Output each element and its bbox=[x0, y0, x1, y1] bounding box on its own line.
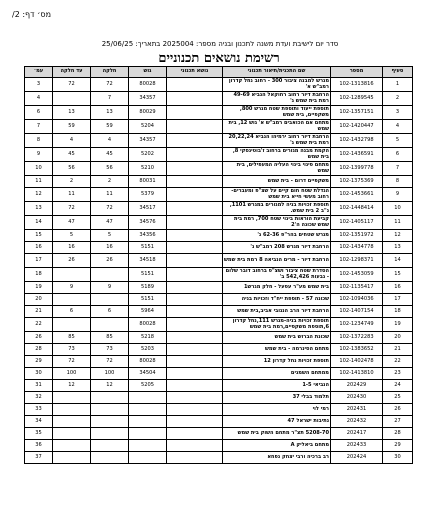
row-page: 8 bbox=[25, 134, 53, 148]
row-parcel: 72 bbox=[53, 356, 91, 368]
row-block: 12 bbox=[91, 380, 129, 392]
row-plan-number: 102-1407154 bbox=[331, 306, 383, 318]
table-row bbox=[25, 242, 413, 254]
row-plan-name: רמי לוי bbox=[223, 404, 331, 416]
row-block: 100 bbox=[91, 368, 129, 380]
column-header-item: סעיף bbox=[383, 67, 413, 78]
table-row bbox=[25, 120, 413, 134]
row-gush: 80029 bbox=[129, 106, 167, 120]
row-plan-name: ממתחם השמנים bbox=[223, 368, 331, 380]
row-page: 14 bbox=[25, 216, 53, 230]
row-parcel: 85 bbox=[53, 332, 91, 344]
row-plan-name: הרחבת דיור - מרים הנביאה 8 רמת בית שמש bbox=[223, 254, 331, 268]
row-parcel: 9 bbox=[53, 282, 91, 294]
row-subject bbox=[167, 282, 223, 294]
row-block bbox=[91, 268, 129, 282]
row-gush: 5151 bbox=[129, 294, 167, 306]
row-block: 72 bbox=[91, 202, 129, 216]
row-plan-name: שכונת הברוש בית שמש bbox=[223, 332, 331, 344]
row-item-number: 21 bbox=[383, 344, 413, 356]
row-plan-name: בית שמש מע"ר עפעל - חלק מגרש1 bbox=[223, 282, 331, 294]
row-plan-number: 102-1448414 bbox=[331, 202, 383, 216]
row-gush: 5202 bbox=[129, 148, 167, 162]
row-item-number: 27 bbox=[383, 416, 413, 428]
row-subject bbox=[167, 230, 223, 242]
row-item-number: 22 bbox=[383, 356, 413, 368]
row-plan-name: הגדלת שטח חום קיים על שצ"פ ומעברים- רחוב מעשי חייא בית שמש bbox=[223, 188, 331, 202]
row-block: 7 bbox=[91, 92, 129, 106]
table-row bbox=[25, 106, 413, 120]
row-subject bbox=[167, 162, 223, 176]
table-row bbox=[25, 162, 413, 176]
row-subject bbox=[167, 392, 223, 404]
row-plan-number: 102-1453661 bbox=[331, 188, 383, 202]
table-row bbox=[25, 282, 413, 294]
row-page: 6 bbox=[25, 106, 53, 120]
row-plan-number: 102-1135417 bbox=[331, 282, 383, 294]
row-item-number: 30 bbox=[383, 452, 413, 464]
table-row bbox=[25, 268, 413, 282]
row-subject bbox=[167, 120, 223, 134]
row-parcel: 16 bbox=[53, 242, 91, 254]
row-page: 31 bbox=[25, 380, 53, 392]
row-item-number: 3 bbox=[383, 106, 413, 120]
row-parcel bbox=[53, 428, 91, 440]
row-gush: 5210 bbox=[129, 162, 167, 176]
table-row bbox=[25, 188, 413, 202]
row-block: 9 bbox=[91, 282, 129, 294]
row-block: 16 bbox=[91, 242, 129, 254]
row-block bbox=[91, 392, 129, 404]
table-row bbox=[25, 368, 413, 380]
row-gush: 34517 bbox=[129, 202, 167, 216]
row-subject bbox=[167, 176, 223, 188]
row-item-number: 28 bbox=[383, 428, 413, 440]
row-plan-name: מתחם פינוי בינוי העליה המעפילים, בית שמש bbox=[223, 162, 331, 176]
row-page: 12 bbox=[25, 188, 53, 202]
row-parcel: 72 bbox=[53, 202, 91, 216]
row-item-number: 4 bbox=[383, 120, 413, 134]
row-plan-number: 202431 bbox=[331, 404, 383, 416]
row-block: 13 bbox=[91, 106, 129, 120]
row-item-number: 11 bbox=[383, 216, 413, 230]
row-parcel bbox=[53, 318, 91, 332]
row-page: 29 bbox=[25, 356, 53, 368]
row-item-number: 7 bbox=[383, 162, 413, 176]
row-plan-number: 102-1234749 bbox=[331, 318, 383, 332]
row-gush: 5204 bbox=[129, 120, 167, 134]
row-plan-name: נתיבות ישראל 47 bbox=[223, 416, 331, 428]
row-plan-name: הנביאי 1-5 bbox=[223, 380, 331, 392]
row-plan-number: 102-1402478 bbox=[331, 356, 383, 368]
table-row bbox=[25, 134, 413, 148]
row-item-number: 16 bbox=[383, 282, 413, 294]
row-subject bbox=[167, 294, 223, 306]
row-subject bbox=[167, 148, 223, 162]
row-block: 26 bbox=[91, 254, 129, 268]
table-row bbox=[25, 452, 413, 464]
table-row bbox=[25, 294, 413, 306]
row-gush: 34357 bbox=[129, 92, 167, 106]
row-plan-name: תוספת ייעוד ותוספת שטח מגרש 800, משקפיים, בית שמש bbox=[223, 106, 331, 120]
row-parcel: 2 bbox=[53, 176, 91, 188]
row-plan-name: מגרש למבנה ציבור 300 - רחוב נחל קדרון רמב"ש א' bbox=[223, 78, 331, 92]
row-item-number: 15 bbox=[383, 268, 413, 282]
row-block bbox=[91, 294, 129, 306]
row-item-number: 18 bbox=[383, 306, 413, 318]
row-item-number: 1 bbox=[383, 78, 413, 92]
row-block: 72 bbox=[91, 356, 129, 368]
row-plan-number: 102-1432798 bbox=[331, 134, 383, 148]
row-item-number: 12 bbox=[383, 230, 413, 242]
table-row bbox=[25, 176, 413, 188]
row-subject bbox=[167, 452, 223, 464]
row-plan-name: רב ברכיה ורבי יצחק נפחא bbox=[223, 452, 331, 464]
row-item-number: 25 bbox=[383, 392, 413, 404]
meeting-subtitle: סדר יום לישיבת ועדת משנה לתכנון ובניה מספר: 2025004 בתאריך: 25/06/25 bbox=[101, 40, 339, 48]
row-page: 26 bbox=[25, 332, 53, 344]
row-parcel: 45 bbox=[53, 148, 91, 162]
row-gush: 34504 bbox=[129, 368, 167, 380]
row-parcel bbox=[53, 440, 91, 452]
table-row bbox=[25, 306, 413, 318]
row-block: 72 bbox=[91, 78, 129, 92]
row-item-number: 17 bbox=[383, 294, 413, 306]
row-parcel bbox=[53, 268, 91, 282]
row-plan-number: 202424 bbox=[331, 452, 383, 464]
row-plan-number: 102-1383652 bbox=[331, 344, 383, 356]
row-subject bbox=[167, 440, 223, 452]
row-item-number: 10 bbox=[383, 202, 413, 216]
row-plan-number: 202417 bbox=[331, 428, 383, 440]
row-gush: 5151 bbox=[129, 268, 167, 282]
row-block: 47 bbox=[91, 216, 129, 230]
row-plan-number: 102-1434778 bbox=[331, 242, 383, 254]
table-row bbox=[25, 440, 413, 452]
row-page: 37 bbox=[25, 452, 53, 464]
row-parcel: 6 bbox=[53, 306, 91, 318]
page-title: רשימת נושאים תכנוניים bbox=[158, 51, 280, 66]
row-parcel bbox=[53, 92, 91, 106]
column-header-gush: גוש bbox=[129, 67, 167, 78]
table-header-row bbox=[25, 67, 413, 78]
row-block: 11 bbox=[91, 188, 129, 202]
row-parcel bbox=[53, 294, 91, 306]
row-page: 33 bbox=[25, 404, 53, 416]
row-plan-name: תוספת זכויות נחל קדרון 12 bbox=[223, 356, 331, 368]
agenda-table bbox=[24, 66, 413, 464]
row-plan-number: 202432 bbox=[331, 416, 383, 428]
row-subject bbox=[167, 368, 223, 380]
row-gush bbox=[129, 392, 167, 404]
row-page: 18 bbox=[25, 268, 53, 282]
table-row bbox=[25, 428, 413, 440]
row-gush bbox=[129, 428, 167, 440]
row-gush: 5151 bbox=[129, 242, 167, 254]
row-parcel: 100 bbox=[53, 368, 91, 380]
row-plan-number: 102-1289545 bbox=[331, 92, 383, 106]
row-plan-number: 202433 bbox=[331, 440, 383, 452]
row-block: 85 bbox=[91, 332, 129, 344]
row-gush bbox=[129, 440, 167, 452]
row-parcel: 56 bbox=[53, 162, 91, 176]
row-block bbox=[91, 416, 129, 428]
row-item-number: 26 bbox=[383, 404, 413, 416]
table-row bbox=[25, 216, 413, 230]
row-item-number: 5 bbox=[383, 134, 413, 148]
row-subject bbox=[167, 268, 223, 282]
row-page: 9 bbox=[25, 148, 53, 162]
row-parcel: 72 bbox=[53, 78, 91, 92]
row-item-number: 2 bbox=[383, 92, 413, 106]
row-gush: 34356 bbox=[129, 230, 167, 242]
column-header-subject: נושא תכנוני bbox=[167, 67, 223, 78]
row-plan-name: הרחבת דיור רחוב ירמיהו הנביא 20,22,24 רמת בית שמש ג' bbox=[223, 134, 331, 148]
row-page: 32 bbox=[25, 392, 53, 404]
row-subject bbox=[167, 78, 223, 92]
row-parcel bbox=[53, 404, 91, 416]
row-page: 35 bbox=[25, 428, 53, 440]
row-gush bbox=[129, 404, 167, 416]
row-subject bbox=[167, 356, 223, 368]
row-parcel bbox=[53, 452, 91, 464]
row-page: 30 bbox=[25, 368, 53, 380]
row-block bbox=[91, 428, 129, 440]
row-page: 22 bbox=[25, 318, 53, 332]
row-parcel: 26 bbox=[53, 254, 91, 268]
row-plan-name: הקמת מבנה מגורים ברחוב ז'בוטינסקי 8, בית שמש bbox=[223, 148, 331, 162]
table-row bbox=[25, 148, 413, 162]
row-gush: 80028 bbox=[129, 318, 167, 332]
row-plan-name: מתחם ביאליק A bbox=[223, 440, 331, 452]
table-row bbox=[25, 416, 413, 428]
row-plan-name: משקפיים דרום - בית שמש bbox=[223, 176, 331, 188]
row-page: 7 bbox=[25, 120, 53, 134]
row-gush: 5379 bbox=[129, 188, 167, 202]
row-gush: 5964 bbox=[129, 306, 167, 318]
column-header-parcel: עד חלקה bbox=[53, 67, 91, 78]
row-parcel: 4 bbox=[53, 134, 91, 148]
row-subject bbox=[167, 134, 223, 148]
row-gush: 80031 bbox=[129, 176, 167, 188]
row-plan-name: תוספת זכויות בניה-מגרש 111,נחל קדרון 6,תוספת משקפיים,רמת בית שמש bbox=[223, 318, 331, 332]
row-plan-number: 102-1357151 bbox=[331, 106, 383, 120]
row-subject bbox=[167, 318, 223, 332]
row-subject bbox=[167, 202, 223, 216]
row-plan-name: תלמוד בבלי 37 bbox=[223, 392, 331, 404]
column-header-block: חלקה bbox=[91, 67, 129, 78]
row-gush bbox=[129, 452, 167, 464]
row-page: 13 bbox=[25, 202, 53, 216]
row-page: 19 bbox=[25, 282, 53, 294]
row-item-number: 29 bbox=[383, 440, 413, 452]
row-block: 59 bbox=[91, 120, 129, 134]
row-plan-name: הרחבת דיור רחוב רחוקאל הנביא 49-69 רמת בית שמש ג' bbox=[223, 92, 331, 106]
row-parcel: 47 bbox=[53, 216, 91, 230]
row-subject bbox=[167, 306, 223, 318]
table-row bbox=[25, 344, 413, 356]
row-plan-name: שכונה 57 - תוספת ייח"ד וזכויות בניה bbox=[223, 294, 331, 306]
row-gush: 5189 bbox=[129, 282, 167, 294]
row-gush: 80028 bbox=[129, 356, 167, 368]
row-plan-number: 202429 bbox=[331, 380, 383, 392]
row-gush: 34357 bbox=[129, 134, 167, 148]
row-plan-number: 202430 bbox=[331, 392, 383, 404]
row-plan-number: 102-1313816 bbox=[331, 78, 383, 92]
table-row bbox=[25, 92, 413, 106]
row-parcel: 13 bbox=[53, 106, 91, 120]
row-parcel: 73 bbox=[53, 344, 91, 356]
row-plan-name: מתחם אם הכואבים רמב"ש א' גוש 12, בית שמש bbox=[223, 120, 331, 134]
row-page: 11 bbox=[25, 176, 53, 188]
row-plan-name: הסדרת שטח ציבור ושצ"פ ברחוב דובר שלום - גבעות 542,426 ב' bbox=[223, 268, 331, 282]
row-subject bbox=[167, 216, 223, 230]
row-gush: 34518 bbox=[129, 254, 167, 268]
row-plan-number: 102-1399778 bbox=[331, 162, 383, 176]
row-subject bbox=[167, 92, 223, 106]
row-item-number: 19 bbox=[383, 318, 413, 332]
row-block: 45 bbox=[91, 148, 129, 162]
table-row bbox=[25, 404, 413, 416]
row-page: 36 bbox=[25, 440, 53, 452]
row-block: 4 bbox=[91, 134, 129, 148]
row-plan-number: 102-1413810 bbox=[331, 368, 383, 380]
table-row bbox=[25, 392, 413, 404]
row-subject bbox=[167, 416, 223, 428]
row-parcel: 12 bbox=[53, 380, 91, 392]
column-header-plan-name: שם התכנית/תיאור תכנוני bbox=[223, 67, 331, 78]
table-row bbox=[25, 380, 413, 392]
row-block: 73 bbox=[91, 344, 129, 356]
row-plan-number: 102-1298371 bbox=[331, 254, 383, 268]
row-subject bbox=[167, 106, 223, 120]
row-block: 56 bbox=[91, 162, 129, 176]
row-plan-number: 102-1351972 bbox=[331, 230, 383, 242]
row-subject bbox=[167, 332, 223, 344]
row-plan-number: 102-1375369 bbox=[331, 176, 383, 188]
column-header-page: עמ׳ bbox=[25, 67, 53, 78]
row-item-number: 9 bbox=[383, 188, 413, 202]
row-block: 6 bbox=[91, 306, 129, 318]
row-plan-number: 102-1405117 bbox=[331, 216, 383, 230]
row-plan-name: הרחבת דיור מגרש 208 רמב"ש ג' bbox=[223, 242, 331, 254]
row-gush: 5218 bbox=[129, 332, 167, 344]
row-plan-name: מתחם הסינרמה - בית שמש bbox=[223, 344, 331, 356]
row-page: 20 bbox=[25, 294, 53, 306]
table-row bbox=[25, 78, 413, 92]
row-page: 10 bbox=[25, 162, 53, 176]
row-parcel: 11 bbox=[53, 188, 91, 202]
row-parcel bbox=[53, 392, 91, 404]
row-plan-name: קביעת הוראות בינוי שטח 700, רמת בית שמש שכונה ה'2 bbox=[223, 216, 331, 230]
row-parcel: 5 bbox=[53, 230, 91, 242]
column-header-number: מספר bbox=[331, 67, 383, 78]
row-block bbox=[91, 452, 129, 464]
row-item-number: 6 bbox=[383, 148, 413, 162]
row-page: 21 bbox=[25, 306, 53, 318]
row-block bbox=[91, 440, 129, 452]
row-subject bbox=[167, 404, 223, 416]
row-block bbox=[91, 404, 129, 416]
row-plan-number: 102-1372283 bbox=[331, 332, 383, 344]
page-number-label: מס׳ דף: 2/ bbox=[12, 10, 52, 19]
row-gush: 34576 bbox=[129, 216, 167, 230]
row-item-number: 20 bbox=[383, 332, 413, 344]
row-page: 4 bbox=[25, 92, 53, 106]
row-block: 2 bbox=[91, 176, 129, 188]
row-subject bbox=[167, 344, 223, 356]
row-parcel bbox=[53, 416, 91, 428]
row-page: 34 bbox=[25, 416, 53, 428]
table-row bbox=[25, 332, 413, 344]
row-plan-name: הרחבת דיור הרב הנגובי אביב,בית שמש bbox=[223, 306, 331, 318]
row-item-number: 8 bbox=[383, 176, 413, 188]
row-plan-number: 102-1436591 bbox=[331, 148, 383, 162]
row-gush: 5203 bbox=[129, 344, 167, 356]
row-page: 28 bbox=[25, 344, 53, 356]
row-item-number: 23 bbox=[383, 368, 413, 380]
row-plan-name: 5208-70 תצ"ר מתחם השוק בית שמש bbox=[223, 428, 331, 440]
row-page: 3 bbox=[25, 78, 53, 92]
table-row bbox=[25, 202, 413, 216]
row-plan-name: תוספת זכויות בניה למגורים במגרש 1101, נ"ב 2 בית שמש. bbox=[223, 202, 331, 216]
table-row bbox=[25, 254, 413, 268]
row-plan-number: 102-1094036 bbox=[331, 294, 383, 306]
row-subject bbox=[167, 188, 223, 202]
row-plan-number: 102-1453059 bbox=[331, 268, 383, 282]
row-block bbox=[91, 318, 129, 332]
row-item-number: 24 bbox=[383, 380, 413, 392]
row-gush: 80028 bbox=[129, 78, 167, 92]
row-page: 15 bbox=[25, 230, 53, 242]
row-gush: 5205 bbox=[129, 380, 167, 392]
row-page: 16 bbox=[25, 242, 53, 254]
row-page: 17 bbox=[25, 254, 53, 268]
row-subject bbox=[167, 254, 223, 268]
row-subject bbox=[167, 242, 223, 254]
row-block: 5 bbox=[91, 230, 129, 242]
row-plan-name: מגרש שטחים בהר"פ 62-36 ג' bbox=[223, 230, 331, 242]
row-item-number: 14 bbox=[383, 254, 413, 268]
row-gush bbox=[129, 416, 167, 428]
table-row bbox=[25, 318, 413, 332]
row-parcel: 59 bbox=[53, 120, 91, 134]
row-plan-number: 102-1420447 bbox=[331, 120, 383, 134]
row-subject bbox=[167, 380, 223, 392]
table-row bbox=[25, 356, 413, 368]
row-subject bbox=[167, 428, 223, 440]
row-item-number: 13 bbox=[383, 242, 413, 254]
table-row bbox=[25, 230, 413, 242]
